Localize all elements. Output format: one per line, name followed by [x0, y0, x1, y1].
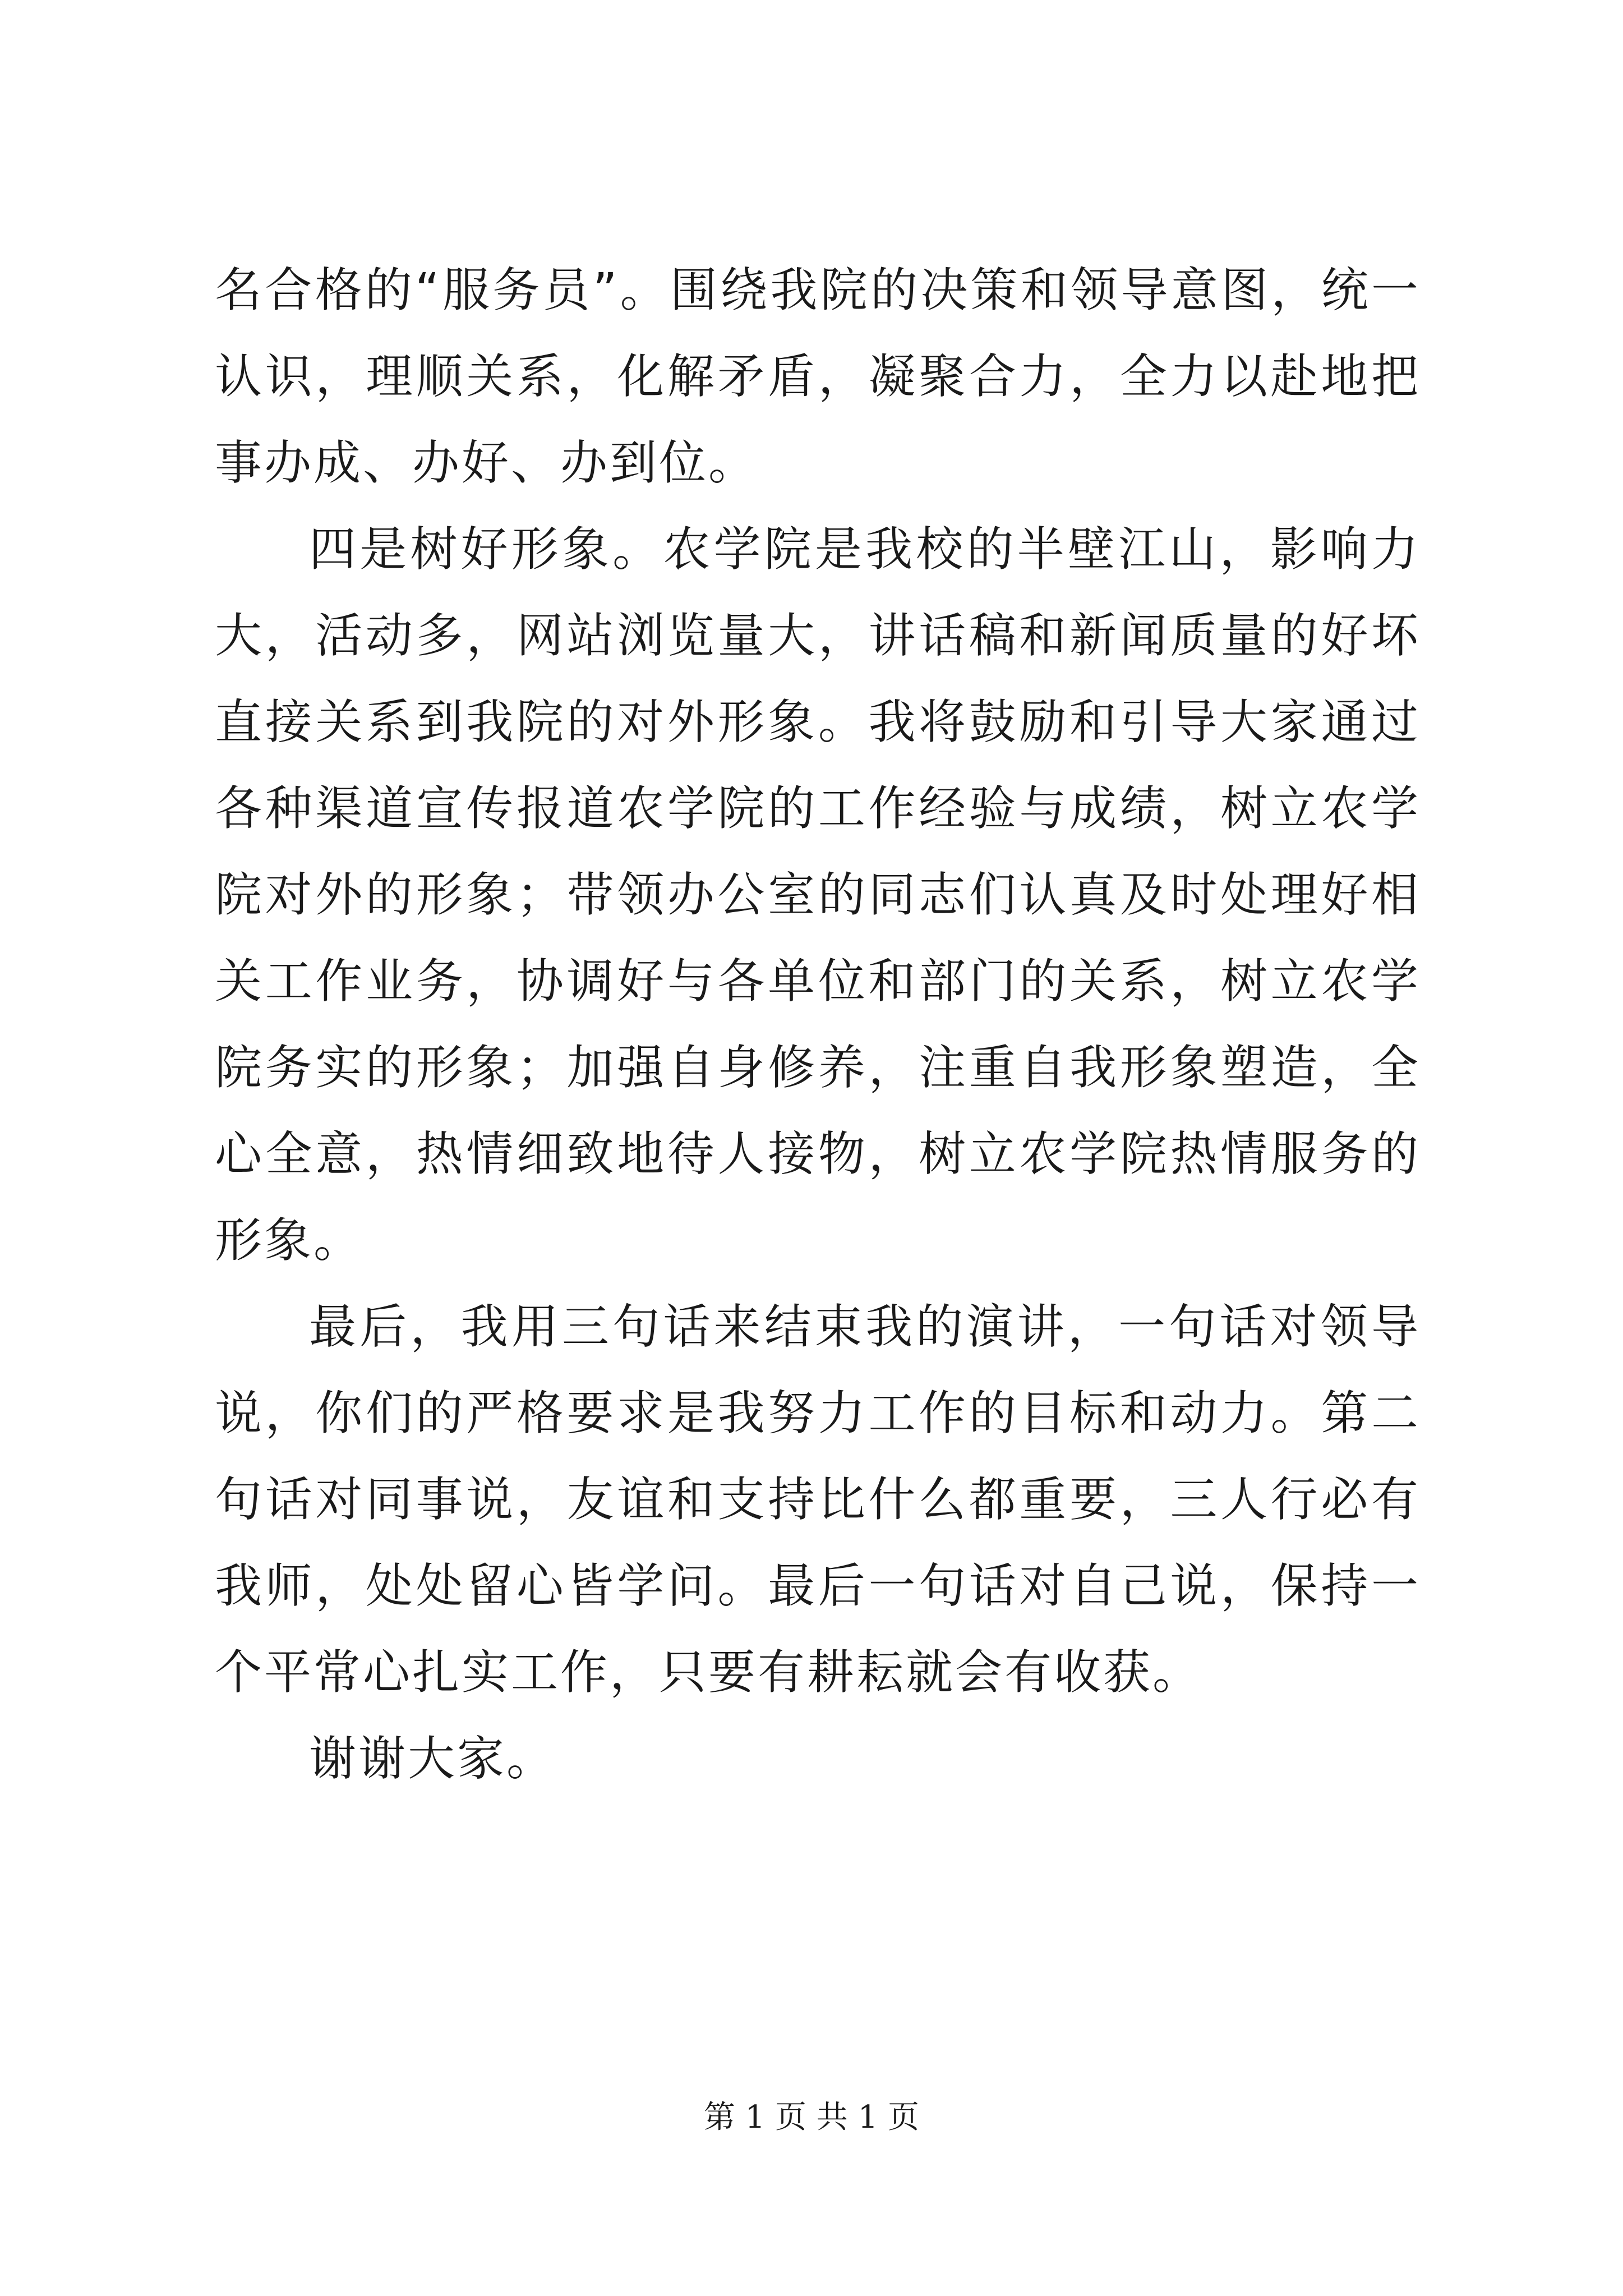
- document-body: [215, 247, 1421, 1802]
- paragraph-closing-remarks: 最后，我用三句话来结束我的演讲，一句话对领导说，你们的严格要求是我努力工作的目标和动力。第二句话对同事说，友谊和支持比什么都重要，三人行必有我师，处处留心皆学问。最后一句话对自己说，保持一个平常心扎实工作，只要有耕耘就会有收获。: [215, 1299, 1421, 1700]
- paragraph-thanks: 谢谢大家。: [309, 1731, 556, 1786]
- paragraph-image-building: 四是树好形象。农学院是我校的半壁江山，影响力大，活动多，网站浏览量大，讲话稿和新闻质量的好坏直接关系到我院的对外形象。我将鼓励和引导大家通过各种渠道宣传报道农学院的工作经验与成绩，树立农学院对外的形象；带领办公室的同志们认真及时处理好相关工作业务，协调好与各单位和部门的关系，树立农学院务实的形象；加强自身修养，注重自我形象塑造，全心全意，热情细致地待人接物，树立农学院热情服务的形象。: [215, 522, 1421, 1268]
- page-footer: 第 1 页 共 1 页: [703, 2099, 920, 2136]
- paragraph-continuation: 名合格的“服务员”。围绕我院的决策和领导意图，统一认识，理顺关系，化解矛盾，凝聚合力，全力以赴地把事办成、办好、办到位。: [215, 263, 1421, 490]
